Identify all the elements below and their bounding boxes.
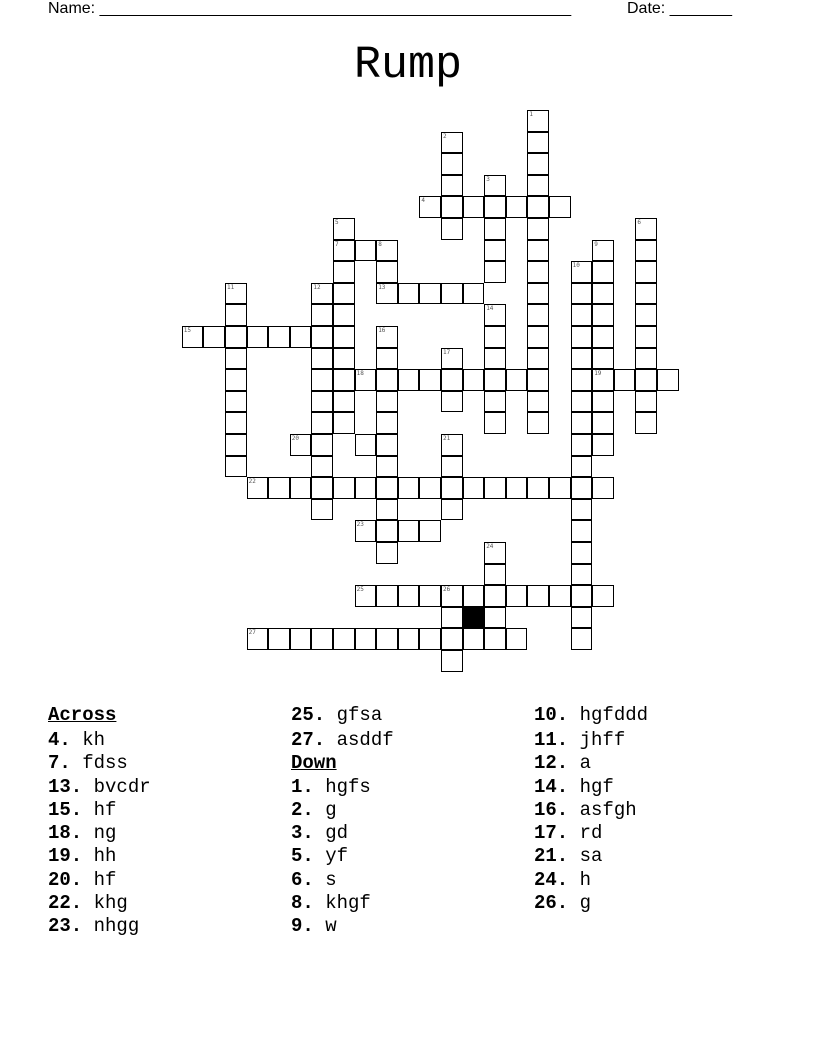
crossword-cell[interactable] — [441, 153, 463, 175]
crossword-cell[interactable] — [463, 196, 485, 218]
crossword-cell[interactable] — [398, 283, 420, 305]
clue-across-20: 20. hf — [48, 868, 117, 891]
crossword-cell[interactable] — [376, 628, 398, 650]
clues-column-3 — [534, 703, 648, 915]
crossword-cell[interactable] — [484, 196, 506, 218]
cell-number: 22 — [248, 478, 256, 486]
clue-down-16: 16. asfgh — [534, 798, 637, 821]
crossword-cell[interactable] — [571, 520, 593, 542]
crossword-cell[interactable] — [247, 326, 269, 348]
crossword-cell[interactable] — [290, 477, 312, 499]
crossword-cell[interactable] — [571, 499, 593, 521]
clue-across-27: 27. asddf — [291, 729, 394, 751]
crossword-cell[interactable] — [247, 628, 269, 650]
crossword-cell[interactable] — [592, 240, 614, 262]
crossword-cell[interactable] — [441, 585, 463, 607]
crossword-cell[interactable] — [441, 499, 463, 521]
cell-number: 25 — [356, 586, 364, 594]
crossword-cell[interactable] — [635, 326, 657, 348]
crossword-cell[interactable] — [635, 412, 657, 434]
crossword-cell[interactable] — [571, 542, 593, 564]
clue-down-21: 21. sa — [534, 845, 603, 868]
crossword-cell[interactable] — [376, 456, 398, 478]
crossword-cell[interactable] — [571, 564, 593, 586]
crossword-cell[interactable] — [484, 348, 506, 370]
crossword-cell[interactable] — [571, 585, 593, 607]
cell-number: 19 — [594, 370, 602, 378]
crossword-cell[interactable] — [376, 477, 398, 499]
crossword-cell[interactable] — [484, 326, 506, 348]
clue-down-17: 17. rd — [534, 822, 603, 845]
crossword-cell[interactable] — [463, 283, 485, 305]
crossword-cell[interactable] — [571, 261, 593, 283]
crossword-cell[interactable] — [333, 304, 355, 326]
crossword-cell[interactable] — [182, 326, 204, 348]
crossword-cell[interactable] — [311, 304, 333, 326]
crossword-cell[interactable] — [506, 477, 528, 499]
crossword-cell[interactable] — [311, 499, 333, 521]
clues-column-1 — [48, 703, 151, 939]
crossword-cell[interactable] — [333, 369, 355, 391]
cell-number: 4 — [421, 197, 426, 205]
crossword-cell[interactable] — [592, 261, 614, 283]
crossword-cell[interactable] — [355, 240, 377, 262]
crossword-cell[interactable] — [592, 304, 614, 326]
crossword-cell[interactable] — [311, 326, 333, 348]
crossword-cell[interactable] — [527, 153, 549, 175]
crossword-cell[interactable] — [592, 283, 614, 305]
crossword-cell[interactable] — [225, 369, 247, 391]
crossword-cell[interactable] — [355, 628, 377, 650]
clue-down-11: 11. jhff — [534, 729, 626, 751]
crossword-cell[interactable] — [419, 628, 441, 650]
crossword-cell[interactable] — [484, 369, 506, 391]
crossword-cell[interactable] — [527, 369, 549, 391]
crossword-cell[interactable] — [376, 283, 398, 305]
cell-number: 21 — [443, 435, 451, 442]
puzzle-title: Rump — [353, 40, 463, 91]
clue-across-22: 22. khg — [48, 892, 128, 915]
crossword-cell[interactable] — [419, 369, 441, 391]
crossword-cell[interactable] — [592, 326, 614, 348]
crossword-cell[interactable] — [376, 434, 398, 456]
cell-number: 26 — [443, 586, 451, 594]
crossword-cell[interactable] — [527, 326, 549, 348]
clue-down-3: 3. gd — [291, 822, 349, 845]
crossword-cell[interactable] — [419, 477, 441, 499]
crossword-cell[interactable] — [527, 132, 549, 154]
crossword-cell[interactable] — [484, 304, 506, 326]
crossword-cell[interactable] — [484, 564, 506, 586]
crossword-cell[interactable] — [225, 283, 247, 305]
crossword-cell[interactable] — [311, 477, 333, 499]
crossword-cell[interactable] — [290, 326, 312, 348]
crossword-cell[interactable] — [484, 218, 506, 240]
crossword-cell[interactable] — [419, 283, 441, 305]
crossword-cell[interactable] — [571, 369, 593, 391]
crossword-cell[interactable] — [484, 240, 506, 262]
crossword-cell[interactable] — [571, 434, 593, 456]
crossword-cell[interactable] — [635, 391, 657, 413]
crossword-cell[interactable] — [527, 348, 549, 370]
cell-number: 2 — [443, 132, 447, 140]
crossword-cell[interactable] — [398, 477, 420, 499]
crossword-cell[interactable] — [527, 283, 549, 305]
crossword-cell[interactable] — [376, 391, 398, 413]
crossword-cell[interactable] — [592, 412, 614, 434]
cell-number: 5 — [335, 219, 339, 226]
crossword-cell[interactable] — [441, 628, 463, 650]
crossword-cell[interactable] — [657, 369, 679, 391]
clue-down-14: 14. hgf — [534, 775, 614, 798]
clue-across-15: 15. hf — [48, 798, 117, 821]
crossword-cell[interactable] — [484, 542, 506, 564]
crossword-cell[interactable] — [571, 326, 593, 348]
crossword-cell[interactable] — [247, 477, 269, 499]
crossword-cell[interactable] — [527, 175, 549, 197]
crossword-cell[interactable] — [441, 369, 463, 391]
crossword-cell[interactable] — [527, 196, 549, 218]
crossword-cell[interactable] — [419, 520, 441, 542]
clue-across-13: 13. bvcdr — [48, 775, 151, 798]
clue-down-12: 12. a — [534, 752, 592, 775]
crossword-cell[interactable] — [506, 369, 528, 391]
crossword-cell[interactable] — [333, 412, 355, 434]
crossword-cell[interactable] — [441, 175, 463, 197]
crossword-cell[interactable] — [333, 326, 355, 348]
crossword-cell[interactable] — [635, 369, 657, 391]
crossword-cell[interactable] — [311, 628, 333, 650]
clue-down-5: 5. yf — [291, 845, 349, 868]
crossword-cell[interactable] — [484, 175, 506, 197]
crossword-cell[interactable] — [463, 369, 485, 391]
crossword-cell[interactable] — [333, 240, 355, 262]
crossword-cell[interactable] — [549, 477, 571, 499]
down-heading: Down — [291, 752, 337, 775]
crossword-cell[interactable] — [398, 520, 420, 542]
crossword-cell[interactable] — [441, 348, 463, 370]
cell-number: 13 — [378, 283, 386, 291]
crossword-cell[interactable] — [333, 348, 355, 370]
clue-down-26: 26. g — [534, 892, 592, 915]
crossword-cell[interactable] — [376, 348, 398, 370]
crossword-cell[interactable] — [376, 369, 398, 391]
crossword-cell[interactable] — [311, 456, 333, 478]
clue-down-10: 10. hgfddd — [534, 704, 649, 726]
crossword-cell[interactable] — [441, 391, 463, 413]
clue-across-19: 19. hh — [48, 845, 117, 868]
crossword-cell[interactable] — [333, 628, 355, 650]
crossword-cell[interactable] — [311, 391, 333, 413]
crossword-cell[interactable] — [441, 477, 463, 499]
crossword-cell[interactable] — [506, 196, 528, 218]
crossword-cell[interactable] — [311, 348, 333, 370]
crossword-cell[interactable] — [355, 520, 377, 542]
crossword-cell[interactable] — [635, 348, 657, 370]
cell-number: 23 — [356, 521, 364, 529]
crossword-cell[interactable] — [376, 499, 398, 521]
crossword-cell[interactable] — [463, 585, 485, 607]
crossword-cell[interactable] — [635, 240, 657, 262]
crossword-cell[interactable] — [225, 434, 247, 456]
crossword-cell[interactable] — [290, 434, 312, 456]
cell-number: 3 — [486, 175, 490, 183]
crossword-cell[interactable] — [376, 585, 398, 607]
date-field[interactable]: Date: _______ — [627, 0, 732, 17]
crossword-cell[interactable] — [441, 650, 463, 672]
cell-number: 8 — [378, 240, 382, 248]
crossword-cell[interactable] — [527, 261, 549, 283]
crossword-cell[interactable] — [333, 261, 355, 283]
crossword-cell[interactable] — [355, 369, 377, 391]
crossword-cell[interactable] — [527, 110, 549, 132]
crossword-cell[interactable] — [484, 607, 506, 629]
crossword-cell[interactable] — [571, 607, 593, 629]
clue-down-9: 9. w — [291, 915, 337, 938]
crossword-cell[interactable] — [376, 412, 398, 434]
cell-number: 6 — [637, 219, 642, 226]
crossword-cell[interactable] — [527, 477, 549, 499]
crossword-cell[interactable] — [614, 369, 636, 391]
crossword-cell[interactable] — [376, 326, 398, 348]
clue-down-8: 8. khgf — [291, 892, 371, 915]
cell-number: 12 — [313, 283, 321, 291]
crossword-cell[interactable] — [484, 412, 506, 434]
crossword-cell[interactable] — [592, 369, 614, 391]
crossword-cell[interactable] — [419, 196, 441, 218]
crossword-cell[interactable] — [333, 218, 355, 240]
crossword-cell[interactable] — [484, 628, 506, 650]
crossword-cell[interactable] — [484, 585, 506, 607]
crossword-cell[interactable] — [441, 218, 463, 240]
clue-across-4: 4. kh — [48, 729, 106, 751]
crossword-cell[interactable] — [419, 585, 441, 607]
crossword-cell[interactable] — [549, 196, 571, 218]
crossword-cell[interactable] — [463, 628, 485, 650]
crossword-cell[interactable] — [225, 391, 247, 413]
crossword-cell[interactable] — [441, 132, 463, 154]
crossword-cell[interactable] — [311, 434, 333, 456]
across-heading: Across — [48, 704, 117, 726]
crossword-cell[interactable] — [506, 628, 528, 650]
crossword-cell[interactable] — [527, 412, 549, 434]
crossword-cell[interactable] — [268, 477, 290, 499]
cell-number: 17 — [443, 348, 451, 356]
crossword-cell[interactable] — [441, 283, 463, 305]
clues-column-2 — [291, 703, 394, 939]
crossword-cell[interactable] — [333, 477, 355, 499]
crossword-cell[interactable] — [355, 477, 377, 499]
crossword-black-cell — [463, 607, 485, 629]
crossword-cell[interactable] — [571, 456, 593, 478]
crossword-cell[interactable] — [376, 261, 398, 283]
clue-down-2: 2. g — [291, 798, 337, 821]
crossword-cell[interactable] — [311, 283, 333, 305]
cell-number: 11 — [227, 283, 235, 291]
crossword-cell[interactable] — [571, 348, 593, 370]
crossword-cell[interactable] — [527, 240, 549, 262]
clue-across-7: 7. fdss — [48, 752, 128, 775]
crossword-cell[interactable] — [268, 326, 290, 348]
crossword-cell[interactable] — [311, 412, 333, 434]
crossword-cell[interactable] — [571, 477, 593, 499]
crossword-cell[interactable] — [225, 326, 247, 348]
crossword-cell[interactable] — [355, 585, 377, 607]
crossword-cell[interactable] — [571, 304, 593, 326]
cell-number: 20 — [291, 435, 300, 442]
crossword-cell[interactable] — [592, 348, 614, 370]
crossword-cell[interactable] — [268, 628, 290, 650]
clue-down-6: 6. s — [291, 868, 337, 891]
crossword-cell[interactable] — [592, 434, 614, 456]
crossword-cell[interactable] — [635, 304, 657, 326]
crossword-cell[interactable] — [571, 391, 593, 413]
clue-across-25: 25. gfsa — [291, 704, 383, 726]
crossword-cell[interactable] — [376, 520, 398, 542]
crossword-cell[interactable] — [376, 240, 398, 262]
crossword-cell[interactable] — [484, 261, 506, 283]
crossword-cell[interactable] — [527, 585, 549, 607]
clue-across-18: 18. ng — [48, 822, 117, 845]
crossword-cell[interactable] — [635, 218, 657, 240]
crossword-cell[interactable] — [398, 628, 420, 650]
crossword-cell[interactable] — [225, 412, 247, 434]
cell-number: 7 — [335, 240, 339, 248]
crossword-cell[interactable] — [441, 607, 463, 629]
crossword-cell[interactable] — [571, 412, 593, 434]
name-field[interactable]: Name: _____________________________________________________ — [48, 0, 572, 17]
cell-number: 1 — [529, 111, 534, 118]
crossword-cell[interactable] — [333, 283, 355, 305]
crossword-cell[interactable] — [225, 348, 247, 370]
crossword-cell[interactable] — [484, 391, 506, 413]
cell-number: 14 — [486, 305, 494, 313]
crossword-cell[interactable] — [441, 434, 463, 456]
crossword-cell[interactable] — [311, 369, 333, 391]
crossword-cell[interactable] — [635, 283, 657, 305]
crossword-cell[interactable] — [441, 196, 463, 218]
crossword-cell[interactable] — [592, 585, 614, 607]
crossword-cell[interactable] — [527, 304, 549, 326]
crossword-cell[interactable] — [333, 391, 355, 413]
crossword-cell[interactable] — [527, 391, 549, 413]
crossword-cell[interactable] — [203, 326, 225, 348]
crossword-cell[interactable] — [225, 456, 247, 478]
clue-across-23: 23. nhgg — [48, 915, 140, 938]
clue-down-24: 24. h — [534, 868, 592, 891]
cell-number: 24 — [486, 543, 494, 550]
crossword-cell[interactable] — [635, 261, 657, 283]
crossword-cell[interactable] — [549, 585, 571, 607]
crossword-cell[interactable] — [571, 628, 593, 650]
cell-number: 16 — [378, 327, 386, 334]
crossword-cell[interactable] — [355, 434, 377, 456]
crossword-cell[interactable] — [290, 628, 312, 650]
cell-number: 27 — [248, 629, 256, 637]
cell-number: 15 — [183, 327, 192, 334]
crossword-cell[interactable] — [506, 585, 528, 607]
cell-number: 18 — [356, 370, 364, 378]
clue-down-1: 1. hgfs — [291, 775, 371, 798]
crossword-cell[interactable] — [592, 391, 614, 413]
crossword-cell[interactable] — [484, 477, 506, 499]
crossword-cell[interactable] — [398, 369, 420, 391]
crossword-cell[interactable] — [398, 585, 420, 607]
crossword-cell[interactable] — [571, 283, 593, 305]
crossword-cell[interactable] — [441, 456, 463, 478]
crossword-cell[interactable] — [463, 477, 485, 499]
crossword-cell[interactable] — [592, 477, 614, 499]
cell-number: 10 — [572, 262, 580, 270]
crossword-cell[interactable] — [527, 218, 549, 240]
crossword-cell[interactable] — [376, 542, 398, 564]
crossword-cell[interactable] — [225, 304, 247, 326]
cell-number: 9 — [594, 240, 598, 248]
